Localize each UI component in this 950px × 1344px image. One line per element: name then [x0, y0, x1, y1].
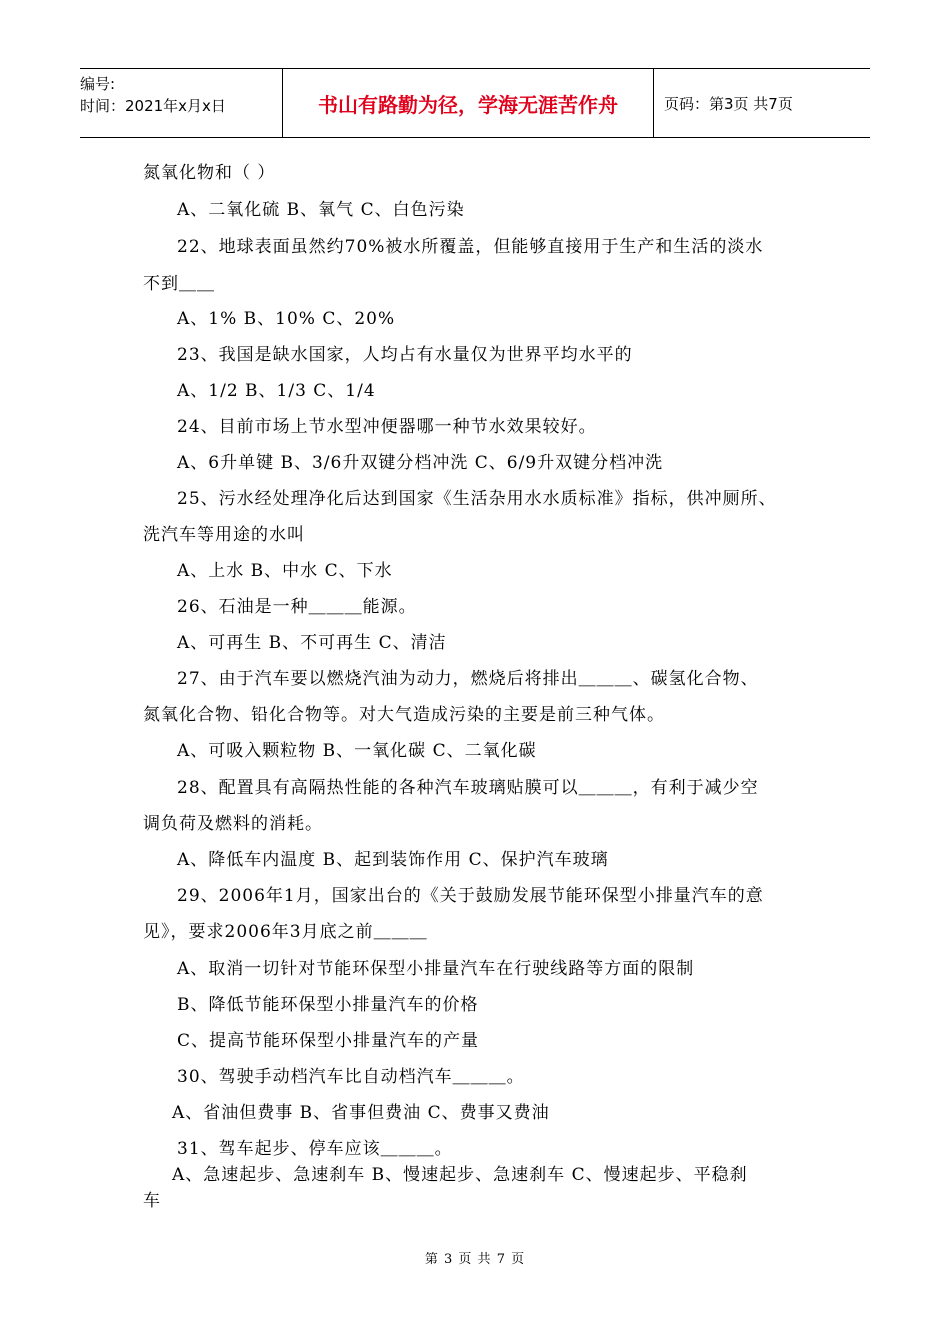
text-line: A、1% B、10% C、20%: [177, 309, 396, 329]
header-left-cell: [80, 69, 282, 137]
text-line: 25、污水经处理净化后达到国家《生活杂用水水质标准》指标，供冲厕所、: [177, 489, 777, 509]
text-line: A、取消一切针对节能环保型小排量汽车在行驶线路等方面的限制: [177, 959, 695, 979]
text-line: A、急速起步、急速刹车 B、慢速起步、急速刹车 C、慢速起步、平稳刹: [172, 1165, 748, 1185]
text-line: 28、配置具有高隔热性能的各种汽车玻璃贴膜可以＿＿＿，有利于减少空: [177, 778, 759, 798]
text-line: 车: [143, 1191, 161, 1211]
text-line: 见》，要求2006年3月底之前＿＿＿: [143, 922, 428, 942]
text-line: A、降低车内温度 B、起到装饰作用 C、保护汽车玻璃: [177, 850, 609, 870]
document-header: [80, 68, 870, 138]
text-line: 26、石油是一种＿＿＿能源。: [177, 597, 417, 617]
text-line: 氮氧化物和（ ）: [143, 163, 276, 183]
header-motto: 书山有路勤为径，学海无涯苦作舟: [282, 69, 654, 137]
text-line: 氮氧化合物、铅化合物等。对大气造成污染的主要是前三种气体。: [143, 705, 665, 725]
document-time-label: 时间：2021年x月x日: [80, 97, 226, 115]
text-line: 29、2006年1月，国家出台的《关于鼓励发展节能环保型小排量汽车的意: [177, 886, 764, 906]
text-line: 23、我国是缺水国家，人均占有水量仅为世界平均水平的: [177, 345, 633, 365]
text-line: 27、由于汽车要以燃烧汽油为动力，燃烧后将排出＿＿＿、碳氢化合物、: [177, 669, 759, 689]
text-line: 31、驾车起步、停车应该＿＿＿。: [177, 1139, 453, 1159]
text-line: A、上水 B、中水 C、下水: [177, 561, 393, 581]
text-line: A、1/2 B、1/3 C、1/4: [177, 381, 376, 401]
page-footer: 第 3 页 共 7 页: [424, 1252, 526, 1267]
header-page-info: 页码：第3页 共7页: [664, 94, 793, 113]
text-line: 调负荷及燃料的消耗。: [143, 814, 323, 834]
document-number-label: 编号:: [80, 75, 116, 93]
text-line: 30、驾驶手动档汽车比自动档汽车＿＿＿。: [177, 1067, 525, 1087]
text-line: 22、地球表面虽然约70%被水所覆盖，但能够直接用于生产和生活的淡水: [177, 237, 764, 257]
text-line: A、二氧化硫 B、氧气 C、白色污染: [177, 200, 465, 220]
text-line: A、可再生 B、不可再生 C、清洁: [177, 633, 447, 653]
text-line: 洗汽车等用途的水叫: [143, 525, 305, 545]
text-line: C、提高节能环保型小排量汽车的产量: [177, 1031, 480, 1051]
text-line: B、降低节能环保型小排量汽车的价格: [177, 995, 479, 1015]
text-line: A、省油但费事 B、省事但费油 C、费事又费油: [172, 1103, 550, 1123]
text-line: 不到＿＿: [143, 274, 215, 294]
text-line: A、6升单键 B、3/6升双键分档冲洗 C、6/9升双键分档冲洗: [177, 453, 664, 473]
text-line: A、可吸入颗粒物 B、一氧化碳 C、二氧化碳: [177, 741, 537, 761]
text-line: 24、目前市场上节水型冲便器哪一种节水效果较好。: [177, 417, 597, 437]
